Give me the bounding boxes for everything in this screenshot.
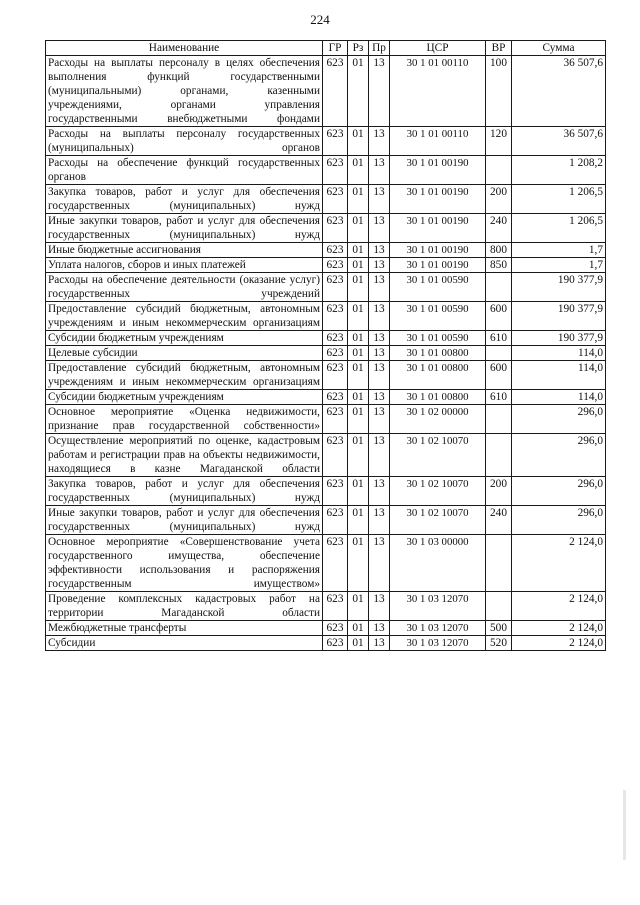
table-row [46,390,606,405]
cell-rz: 01 [348,214,369,243]
cell-vr: 200 [486,477,512,506]
cell-vr: 240 [486,214,512,243]
header-row [46,41,606,56]
cell-csr: 30 1 01 00190 [390,258,486,273]
cell-rz: 01 [348,361,369,390]
table-row [46,477,606,506]
cell-gr: 623 [323,127,348,156]
cell-rz: 01 [348,56,369,127]
cell-sum: 190 377,9 [512,331,606,346]
page-number: 224 [310,12,330,27]
cell-csr: 30 1 01 00190 [390,214,486,243]
cell-sum: 2 124,0 [512,621,606,636]
cell-sum: 2 124,0 [512,636,606,651]
cell-vr: 520 [486,636,512,651]
cell-vr [486,434,512,477]
cell-rz: 01 [348,185,369,214]
cell-pr: 13 [369,477,390,506]
cell-rz: 01 [348,273,369,302]
cell-csr: 30 1 01 00190 [390,243,486,258]
cell-gr: 623 [323,258,348,273]
cell-vr [486,592,512,621]
cell-csr: 30 1 01 00590 [390,273,486,302]
cell-pr: 13 [369,185,390,214]
cell-name: Целевые субсидии [46,346,323,361]
cell-gr: 623 [323,302,348,331]
cell-sum: 2 124,0 [512,535,606,592]
cell-gr: 623 [323,506,348,535]
table-row [46,535,606,592]
table-row [46,214,606,243]
cell-name: Расходы на выплаты персоналу в целях обеспечения выполнения функций государственными (муниципальными) органами, казенными учреждениями, органами управления государственными внебюджетными фондами [46,56,323,127]
cell-pr: 13 [369,390,390,405]
cell-pr: 13 [369,405,390,434]
cell-gr: 623 [323,621,348,636]
cell-name: Закупка товаров, работ и услуг для обеспечения государственных (муниципальных) нужд [46,185,323,214]
scan-edge-mark [623,790,626,860]
header-name: Наименование [46,41,323,56]
cell-csr: 30 1 02 10070 [390,477,486,506]
cell-name: Проведение комплексных кадастровых работ на территории Магаданской области [46,592,323,621]
cell-name: Субсидии [46,636,323,651]
cell-rz: 01 [348,243,369,258]
cell-vr [486,405,512,434]
table-row [46,346,606,361]
table-row [46,331,606,346]
cell-gr: 623 [323,156,348,185]
header-sum: Сумма [512,41,606,56]
header-csr: ЦСР [390,41,486,56]
cell-sum: 114,0 [512,390,606,405]
cell-vr: 600 [486,361,512,390]
cell-pr: 13 [369,302,390,331]
cell-name: Уплата налогов, сборов и иных платежей [46,258,323,273]
cell-csr: 30 1 03 12070 [390,621,486,636]
cell-name: Субсидии бюджетным учреждениям [46,390,323,405]
header-gr: ГР [323,41,348,56]
cell-pr: 13 [369,273,390,302]
cell-csr: 30 1 01 00110 [390,127,486,156]
cell-csr: 30 1 01 00590 [390,302,486,331]
cell-name: Основное мероприятие «Совершенствование учета государственного имущества, обеспечение эффективности использования и распоряжения государственным имуществом» [46,535,323,592]
table-row [46,506,606,535]
cell-rz: 01 [348,621,369,636]
header-pr: Пр [369,41,390,56]
cell-gr: 623 [323,243,348,258]
cell-gr: 623 [323,405,348,434]
cell-name: Основное мероприятие «Оценка недвижимости, признание прав государственной собственности» [46,405,323,434]
cell-name: Субсидии бюджетным учреждениям [46,331,323,346]
cell-gr: 623 [323,535,348,592]
cell-csr: 30 1 01 00110 [390,56,486,127]
cell-vr: 500 [486,621,512,636]
cell-vr: 850 [486,258,512,273]
cell-gr: 623 [323,477,348,506]
cell-rz: 01 [348,405,369,434]
cell-csr: 30 1 02 00000 [390,405,486,434]
cell-sum: 1,7 [512,258,606,273]
cell-sum: 296,0 [512,477,606,506]
cell-pr: 13 [369,243,390,258]
cell-pr: 13 [369,434,390,477]
cell-rz: 01 [348,390,369,405]
cell-gr: 623 [323,346,348,361]
cell-sum: 296,0 [512,506,606,535]
cell-name: Межбюджетные трансферты [46,621,323,636]
cell-csr: 30 1 01 00800 [390,346,486,361]
cell-gr: 623 [323,592,348,621]
cell-name: Закупка товаров, работ и услуг для обеспечения государственных (муниципальных) нужд [46,477,323,506]
table-row [46,127,606,156]
cell-pr: 13 [369,56,390,127]
cell-vr [486,535,512,592]
cell-rz: 01 [348,477,369,506]
cell-name: Предоставление субсидий бюджетным, автономным учреждениям и иным некоммерческим организациям [46,361,323,390]
cell-name: Иные бюджетные ассигнования [46,243,323,258]
cell-csr: 30 1 01 00800 [390,361,486,390]
table-row [46,243,606,258]
cell-gr: 623 [323,214,348,243]
cell-sum: 36 507,6 [512,127,606,156]
cell-pr: 13 [369,258,390,273]
cell-rz: 01 [348,258,369,273]
cell-sum: 1 208,2 [512,156,606,185]
cell-vr: 200 [486,185,512,214]
header-vr: ВР [486,41,512,56]
cell-csr: 30 1 01 00590 [390,331,486,346]
cell-vr [486,346,512,361]
cell-gr: 623 [323,434,348,477]
cell-gr: 623 [323,361,348,390]
cell-sum: 296,0 [512,434,606,477]
cell-pr: 13 [369,361,390,390]
table-row [46,273,606,302]
table-row [46,621,606,636]
cell-sum: 114,0 [512,361,606,390]
cell-name: Осуществление мероприятий по оценке, кадастровым работам и регистрации прав на объекты недвижимости, находящиеся в казне Магаданской области [46,434,323,477]
cell-name: Предоставление субсидий бюджетным, автономным учреждениям и иным некоммерческим организациям [46,302,323,331]
cell-gr: 623 [323,331,348,346]
cell-csr: 30 1 01 00800 [390,390,486,405]
cell-vr: 240 [486,506,512,535]
table-row [46,592,606,621]
cell-vr: 600 [486,302,512,331]
cell-pr: 13 [369,592,390,621]
cell-csr: 30 1 02 10070 [390,434,486,477]
cell-vr [486,156,512,185]
cell-gr: 623 [323,636,348,651]
cell-pr: 13 [369,214,390,243]
cell-sum: 36 507,6 [512,56,606,127]
cell-sum: 1,7 [512,243,606,258]
table-row [46,302,606,331]
cell-sum: 114,0 [512,346,606,361]
table-row [46,434,606,477]
cell-csr: 30 1 03 12070 [390,636,486,651]
cell-csr: 30 1 01 00190 [390,185,486,214]
cell-rz: 01 [348,302,369,331]
cell-pr: 13 [369,621,390,636]
cell-rz: 01 [348,346,369,361]
cell-sum: 1 206,5 [512,185,606,214]
cell-pr: 13 [369,331,390,346]
cell-pr: 13 [369,636,390,651]
cell-sum: 2 124,0 [512,592,606,621]
cell-sum: 1 206,5 [512,214,606,243]
cell-pr: 13 [369,506,390,535]
cell-gr: 623 [323,56,348,127]
cell-csr: 30 1 03 00000 [390,535,486,592]
cell-rz: 01 [348,331,369,346]
cell-sum: 190 377,9 [512,273,606,302]
cell-rz: 01 [348,592,369,621]
table-header [46,41,606,56]
table-row [46,56,606,127]
cell-vr: 610 [486,390,512,405]
cell-name: Расходы на обеспечение деятельности (оказание услуг) государственных учреждений [46,273,323,302]
cell-pr: 13 [369,535,390,592]
cell-name: Иные закупки товаров, работ и услуг для обеспечения государственных (муниципальных) нужд [46,214,323,243]
cell-pr: 13 [369,127,390,156]
table-row [46,405,606,434]
cell-gr: 623 [323,390,348,405]
cell-rz: 01 [348,156,369,185]
cell-sum: 190 377,9 [512,302,606,331]
cell-vr: 100 [486,56,512,127]
cell-gr: 623 [323,273,348,302]
cell-vr [486,273,512,302]
header-rz: Рз [348,41,369,56]
cell-gr: 623 [323,185,348,214]
cell-rz: 01 [348,434,369,477]
table-row [46,636,606,651]
cell-vr: 120 [486,127,512,156]
cell-csr: 30 1 01 00190 [390,156,486,185]
cell-rz: 01 [348,506,369,535]
cell-rz: 01 [348,127,369,156]
cell-vr: 800 [486,243,512,258]
cell-rz: 01 [348,636,369,651]
cell-name: Расходы на выплаты персоналу государственных (муниципальных) органов [46,127,323,156]
cell-pr: 13 [369,346,390,361]
cell-sum: 296,0 [512,405,606,434]
cell-pr: 13 [369,156,390,185]
cell-name: Иные закупки товаров, работ и услуг для обеспечения государственных (муниципальных) нужд [46,506,323,535]
table-row [46,156,606,185]
table-row [46,361,606,390]
cell-name: Расходы на обеспечение функций государственных органов [46,156,323,185]
cell-vr: 610 [486,331,512,346]
table-row [46,185,606,214]
cell-csr: 30 1 03 12070 [390,592,486,621]
table-body [46,56,606,651]
cell-rz: 01 [348,535,369,592]
budget-table [45,40,606,651]
table-row [46,258,606,273]
cell-csr: 30 1 02 10070 [390,506,486,535]
